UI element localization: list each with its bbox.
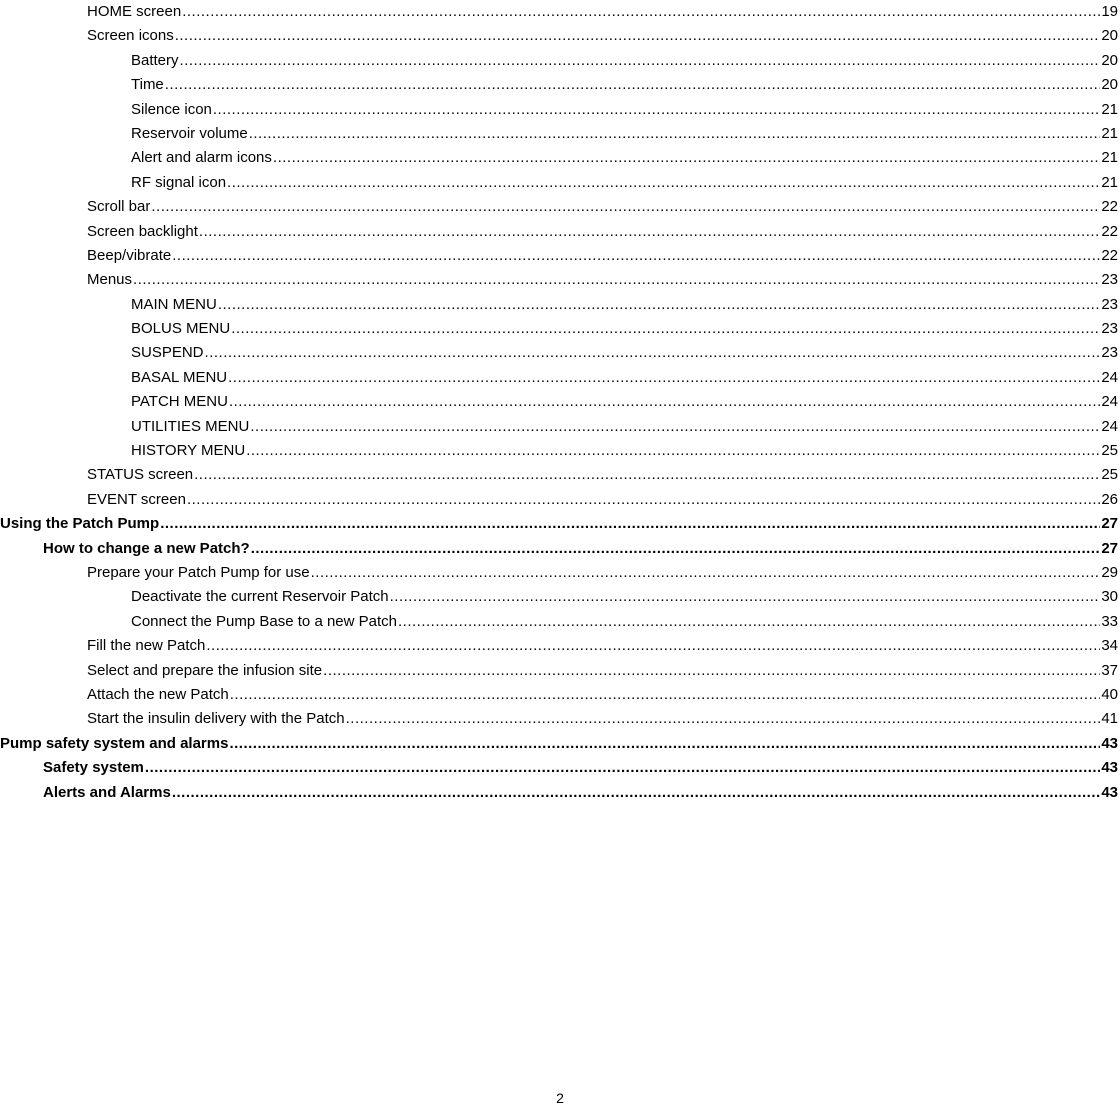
toc-entry[interactable] (0, 415, 1120, 439)
toc-dot-leader (187, 488, 1100, 512)
toc-dot-leader (323, 659, 1100, 683)
toc-entry-line (131, 415, 1120, 439)
toc-entry[interactable] (0, 512, 1120, 536)
toc-entry[interactable] (0, 0, 1120, 24)
toc-entry-page-number: 27 (1101, 515, 1118, 533)
toc-entry-line (0, 732, 1120, 756)
toc-entry-line (87, 0, 1120, 24)
toc-entry[interactable] (0, 220, 1120, 244)
toc-entry[interactable] (0, 463, 1120, 487)
toc-entry[interactable] (0, 488, 1120, 512)
toc-entry-title: Attach the new Patch (87, 685, 229, 703)
toc-entry-page-number: 23 (1101, 271, 1118, 289)
toc-entry-title: PATCH MENU (131, 393, 228, 411)
toc-dot-leader (165, 73, 1101, 97)
toc-entry[interactable] (0, 24, 1120, 48)
toc-entry-title: HOME screen (87, 3, 182, 20)
toc-entry[interactable] (0, 683, 1120, 707)
toc-entry-page-number: 21 (1101, 149, 1118, 167)
toc-entry-page-number: 30 (1101, 588, 1118, 606)
toc-entry-page-number: 34 (1101, 637, 1118, 655)
toc-entry-title: RF signal icon (131, 173, 227, 191)
toc-entry-title: Deactivate the current Reservoir Patch (131, 588, 389, 606)
toc-entry-page-number: 25 (1101, 466, 1118, 484)
toc-entry[interactable] (0, 732, 1120, 756)
toc-entry-page-number: 23 (1101, 344, 1118, 362)
toc-dot-leader (227, 171, 1100, 195)
toc-entry-page-number: 20 (1101, 51, 1118, 69)
toc-entry-title: Time (131, 76, 164, 94)
toc-entry-title: Select and prepare the infusion site (87, 661, 323, 679)
toc-dot-leader (246, 439, 1100, 463)
toc-entry-line (0, 512, 1120, 536)
toc-entry-title: Silence icon (131, 100, 212, 118)
toc-entry-page-number: 41 (1101, 710, 1118, 728)
toc-entry-line (131, 366, 1120, 390)
toc-entry-page-number: 37 (1101, 661, 1118, 679)
toc-entry-title: EVENT screen (87, 490, 186, 508)
toc-entry-line (87, 659, 1120, 683)
toc-entry-title: Beep/vibrate (87, 246, 172, 264)
toc-entry-line (131, 390, 1120, 414)
toc-dot-leader (273, 146, 1100, 170)
toc-entry-title: Scroll bar (87, 198, 151, 216)
toc-entry-line (131, 98, 1120, 122)
toc-entry-title: Menus (87, 271, 133, 289)
toc-dot-leader (250, 415, 1100, 439)
toc-entry-title: Start the insulin delivery with the Patch (87, 710, 345, 728)
toc-dot-leader (199, 220, 1100, 244)
toc-dot-leader (205, 341, 1101, 365)
toc-entry-title: BASAL MENU (131, 368, 228, 386)
toc-entry-title: SUSPEND (131, 344, 204, 362)
toc-entry-page-number: 22 (1101, 246, 1118, 264)
toc-entry[interactable] (0, 610, 1120, 634)
toc-entry-page-number: 26 (1101, 490, 1118, 508)
toc-entry-line (131, 73, 1120, 97)
toc-entry[interactable] (0, 439, 1120, 463)
toc-entry-page-number: 23 (1101, 320, 1118, 338)
toc-entry-line (87, 488, 1120, 512)
toc-entry-title: Fill the new Patch (87, 637, 206, 655)
toc-entry-line (87, 268, 1120, 292)
toc-dot-leader (206, 634, 1100, 658)
toc-entry-page-number: 25 (1101, 442, 1118, 460)
toc-entry-line (131, 585, 1120, 609)
toc-entry-title: How to change a new Patch? (43, 539, 250, 557)
toc-entry-line (131, 341, 1120, 365)
toc-dot-leader (228, 366, 1100, 390)
toc-dot-leader (218, 293, 1100, 317)
toc-dot-leader (249, 122, 1101, 146)
toc-entry-page-number: 24 (1101, 368, 1118, 386)
toc-entry-line (87, 220, 1120, 244)
toc-entry-page-number: 21 (1101, 124, 1118, 142)
toc-entry[interactable] (0, 195, 1120, 219)
toc-entry-title: MAIN MENU (131, 295, 217, 313)
toc-dot-leader (172, 244, 1100, 268)
toc-dot-leader (172, 781, 1100, 805)
toc-dot-leader (175, 24, 1101, 48)
toc-entry-page-number: 43 (1101, 734, 1118, 752)
toc-entry-page-number: 24 (1101, 417, 1118, 435)
toc-entry-title: Safety system (43, 759, 144, 777)
toc-dot-leader (133, 268, 1100, 292)
toc-entry-line (131, 122, 1120, 146)
toc-dot-leader (213, 98, 1100, 122)
toc-entry-page-number: 20 (1101, 76, 1118, 94)
toc-dot-leader (160, 512, 1100, 536)
toc-dot-leader (194, 463, 1100, 487)
toc-dot-leader (398, 610, 1100, 634)
toc-entry-page-number: 21 (1101, 100, 1118, 118)
toc-dot-leader (251, 537, 1101, 561)
toc-entry-title: STATUS screen (87, 466, 194, 484)
page-number: 2 (556, 1090, 564, 1106)
toc-entry-title: Alert and alarm icons (131, 149, 272, 167)
toc-entry[interactable] (0, 341, 1120, 365)
toc-dot-leader (180, 49, 1101, 73)
toc-entry[interactable] (0, 268, 1120, 292)
toc-entry-title: Screen icons (87, 27, 174, 45)
toc-entry-title: HISTORY MENU (131, 442, 246, 460)
toc-entry-page-number: 27 (1101, 539, 1118, 557)
toc-entry-page-number: 19 (1101, 3, 1118, 20)
toc-dot-leader (229, 732, 1100, 756)
toc-entry-line (87, 561, 1120, 585)
toc-entry-title: Prepare your Patch Pump for use (87, 563, 310, 581)
toc-dot-leader (311, 561, 1101, 585)
toc-entry[interactable] (0, 366, 1120, 390)
toc-entry[interactable] (0, 244, 1120, 268)
toc-entry[interactable] (0, 561, 1120, 585)
toc-entry-title: Using the Patch Pump (0, 515, 160, 533)
toc-entry-title: Alerts and Alarms (43, 783, 171, 801)
toc-entry[interactable] (0, 707, 1120, 731)
toc-entry[interactable] (0, 146, 1120, 170)
toc-dot-leader (145, 756, 1100, 780)
toc-entry-line (87, 244, 1120, 268)
toc-entry[interactable] (0, 585, 1120, 609)
toc-entry-title: UTILITIES MENU (131, 417, 250, 435)
toc-entry-page-number: 43 (1101, 783, 1118, 801)
toc-entry-page-number: 20 (1101, 27, 1118, 45)
toc-dot-leader (151, 195, 1100, 219)
toc-entry-page-number: 24 (1101, 393, 1118, 411)
toc-dot-leader (229, 390, 1100, 414)
toc-entry[interactable] (0, 537, 1120, 561)
toc-entry-line (87, 195, 1120, 219)
toc-entry-line (87, 707, 1120, 731)
toc-entry-line (87, 463, 1120, 487)
toc-entry-title: BOLUS MENU (131, 320, 231, 338)
toc-entry-page-number: 40 (1101, 685, 1118, 703)
toc-entry-line (43, 537, 1120, 561)
toc-entry-line (87, 683, 1120, 707)
toc-entry-line (131, 293, 1120, 317)
toc-entry[interactable] (0, 293, 1120, 317)
toc-entry-page-number: 33 (1101, 612, 1118, 630)
toc-dot-leader (390, 585, 1101, 609)
toc-entry-title: Connect the Pump Base to a new Patch (131, 612, 397, 630)
toc-entry[interactable] (0, 122, 1120, 146)
toc-entry-title: Screen backlight (87, 222, 198, 240)
toc-entry-page-number: 21 (1101, 173, 1118, 191)
toc-entry[interactable] (0, 49, 1120, 73)
toc-entry-line (131, 49, 1120, 73)
toc-entry-page-number: 43 (1101, 759, 1118, 777)
toc-entry[interactable] (0, 781, 1120, 805)
toc-entry[interactable] (0, 98, 1120, 122)
toc-entry-page-number: 22 (1101, 222, 1118, 240)
toc-entry-line (43, 756, 1120, 780)
toc-entry-line (131, 171, 1120, 195)
toc-dot-leader (230, 683, 1101, 707)
toc-entry[interactable] (0, 756, 1120, 780)
toc-entry-line (87, 634, 1120, 658)
toc-entry[interactable] (0, 390, 1120, 414)
toc-entry[interactable] (0, 659, 1120, 683)
toc-entry[interactable] (0, 317, 1120, 341)
toc-entry[interactable] (0, 73, 1120, 97)
toc-entry[interactable] (0, 634, 1120, 658)
toc-dot-leader (182, 0, 1100, 24)
toc-entry-title: Pump safety system and alarms (0, 734, 229, 752)
toc-entry[interactable] (0, 171, 1120, 195)
toc-entry-line (87, 24, 1120, 48)
toc-entry-line (131, 317, 1120, 341)
toc-entry-title: Battery (131, 51, 179, 69)
toc-entry-line (131, 610, 1120, 634)
toc-entry-line (43, 781, 1120, 805)
toc-entry-title: Reservoir volume (131, 124, 248, 142)
toc-entry-line (131, 146, 1120, 170)
toc-entry-line (131, 439, 1120, 463)
toc-entry-page-number: 29 (1101, 563, 1118, 581)
toc-dot-leader (346, 707, 1101, 731)
toc-dot-leader (231, 317, 1100, 341)
toc-entry-page-number: 23 (1101, 295, 1118, 313)
toc-entry-page-number: 22 (1101, 198, 1118, 216)
